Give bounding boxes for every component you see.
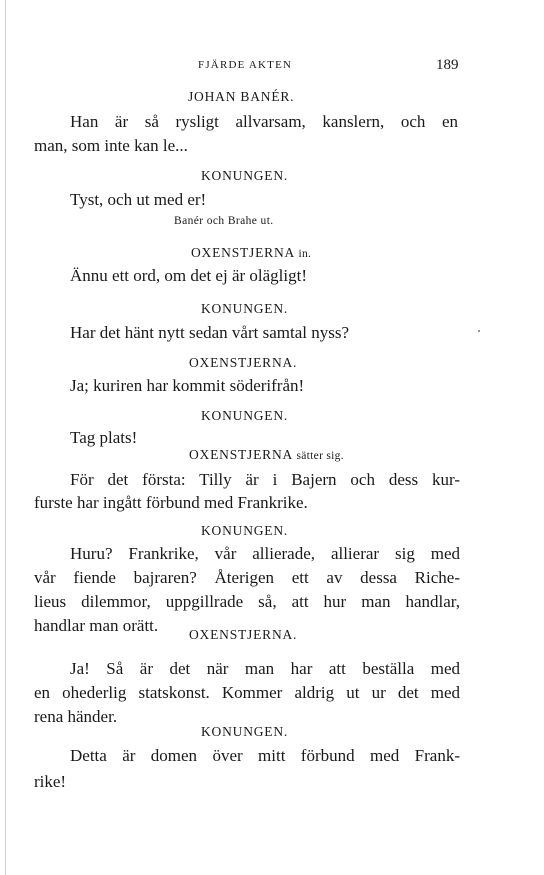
speaker-heading: OXENSTJERNA. — [189, 355, 298, 370]
dialogue-line: Ännu ett ord, om det ej är olägligt! — [70, 266, 307, 285]
dialogue-line: Han är så rysligt allvarsam, kanslern, och en — [70, 112, 458, 131]
dialogue-line: lieus dilemmor, uppgillrade så, att hur man handlar, — [34, 592, 460, 611]
page-edge-line — [5, 0, 6, 875]
speaker-heading: KONUNGEN. — [201, 301, 289, 316]
dialogue-line: Ja! Så är det när man har att beställa med — [70, 659, 460, 678]
dialogue-line: Ja; kuriren har kommit söderifrån! — [70, 376, 305, 395]
dialogue-line: Har det hänt nytt sedan vårt samtal nyss? — [70, 323, 350, 342]
speaker-name: OXENSTJERNA — [189, 447, 293, 462]
dialogue-line: man, som inte kan le... — [34, 136, 188, 155]
dialogue-line: Tyst, och ut med er! — [70, 190, 207, 209]
speaker-heading: OXENSTJERNA. — [189, 627, 298, 642]
stage-direction: in. — [298, 248, 312, 260]
dialogue-line: rena händer. — [34, 707, 118, 726]
speaker-heading: JOHAN BANÉR. — [188, 89, 295, 104]
dialogue-line: Tag plats! — [70, 428, 138, 447]
page-number: 189 — [436, 57, 459, 73]
speaker-heading — [191, 245, 311, 261]
stage-direction: sätter sig. — [296, 450, 344, 462]
speaker-heading: KONUNGEN. — [201, 724, 289, 739]
running-head — [0, 58, 544, 78]
dialogue-line: en ohederlig statskonst. Kommer aldrig ut ur det med — [34, 683, 460, 702]
speaker-heading: KONUNGEN. — [201, 168, 289, 183]
dialogue-line: Huru? Frankrike, vår allierade, allierar sig med — [70, 544, 460, 563]
speaker-heading — [189, 447, 344, 463]
speaker-heading: KONUNGEN. — [201, 523, 289, 538]
dialogue-line: handlar man orätt. — [34, 616, 159, 635]
speaker-name: OXENSTJERNA — [191, 245, 295, 260]
running-title: FJÄRDE AKTEN — [198, 59, 293, 71]
stage-direction: Banér och Brahe ut. — [174, 215, 274, 227]
dialogue-line: vår fiende bajraren? Återigen ett av dessa Riche- — [34, 568, 460, 587]
scan-speck — [478, 330, 480, 332]
speaker-heading: KONUNGEN. — [201, 408, 289, 423]
dialogue-line: furste har ingått förbund med Frankrike. — [34, 493, 308, 512]
dialogue-line: Detta är domen över mitt förbund med Frank- — [70, 746, 460, 765]
dialogue-line: rike! — [34, 772, 67, 791]
dialogue-line: För det första: Tilly är i Bajern och dess kur- — [70, 470, 460, 489]
